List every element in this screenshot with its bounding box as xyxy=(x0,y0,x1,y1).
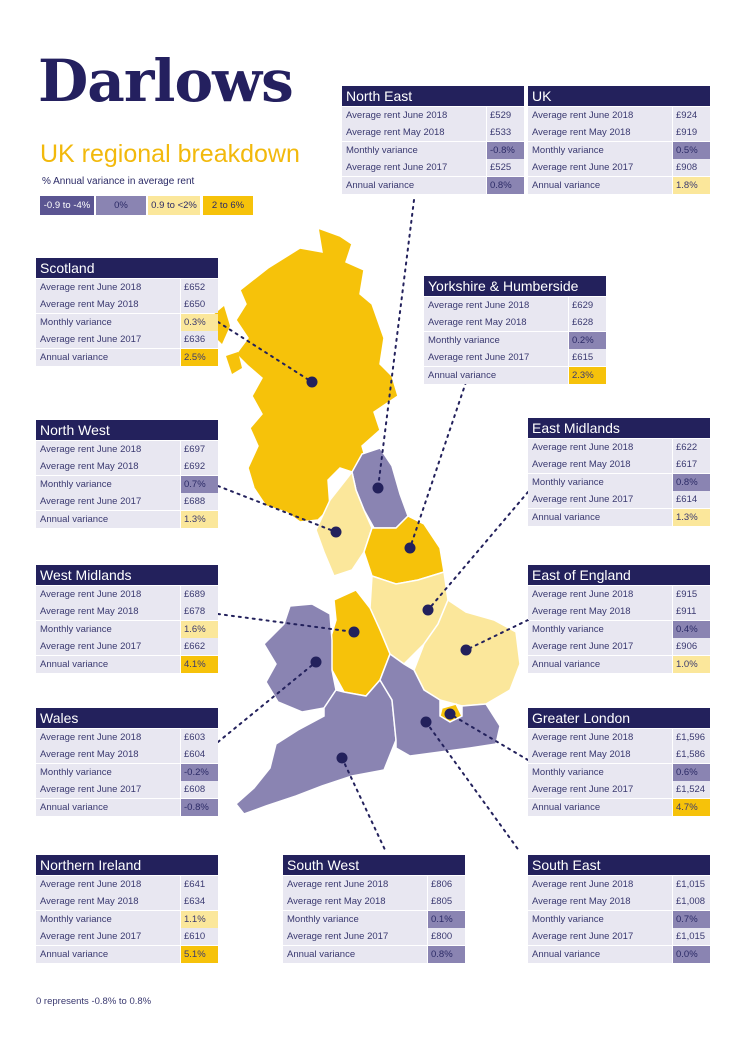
row-label: Annual variance xyxy=(528,799,672,816)
row-annual-variance xyxy=(36,511,218,528)
row-label: Average rent June 2018 xyxy=(36,279,180,296)
row-label: Annual variance xyxy=(528,509,672,526)
row-value: £622 xyxy=(673,439,710,456)
row-annual-variance xyxy=(528,177,710,194)
row-june-2018 xyxy=(36,441,218,458)
row-value: £614 xyxy=(673,491,710,508)
row-value: £617 xyxy=(673,456,710,473)
row-june-2018 xyxy=(36,876,218,893)
row-label: Monthly variance xyxy=(36,314,180,331)
row-june-2017 xyxy=(528,491,710,508)
row-value: 0.8% xyxy=(487,177,524,194)
row-label: Monthly variance xyxy=(528,142,672,159)
row-annual-variance xyxy=(36,656,218,673)
row-label: Average rent June 2017 xyxy=(528,928,672,945)
row-value: £1,596 xyxy=(673,729,710,746)
row-label: Average rent June 2017 xyxy=(36,928,180,945)
row-may-2018 xyxy=(528,746,710,763)
row-value: 0.3% xyxy=(181,314,218,331)
row-label: Average rent June 2018 xyxy=(342,107,486,124)
marker-east-midlands xyxy=(423,605,434,616)
row-label: Average rent May 2018 xyxy=(36,746,180,763)
row-value: 0.7% xyxy=(673,911,710,928)
panel-title: UK xyxy=(528,86,710,106)
row-june-2017 xyxy=(36,928,218,945)
row-june-2017 xyxy=(36,638,218,655)
marker-wales xyxy=(311,657,322,668)
row-value: 4.1% xyxy=(181,656,218,673)
panel-north-east xyxy=(342,86,524,194)
panel-title: South East xyxy=(528,855,710,875)
row-monthly-variance xyxy=(36,911,218,928)
panel-north-west xyxy=(36,420,218,528)
row-june-2017 xyxy=(528,159,710,176)
row-value: £650 xyxy=(181,296,218,313)
row-may-2018 xyxy=(528,456,710,473)
row-label: Annual variance xyxy=(528,946,672,963)
row-value: £1,586 xyxy=(673,746,710,763)
row-value: 1.1% xyxy=(181,911,218,928)
row-value: £924 xyxy=(673,107,710,124)
row-value: £636 xyxy=(181,331,218,348)
row-value: 1.6% xyxy=(181,621,218,638)
row-label: Average rent June 2017 xyxy=(424,349,568,366)
row-value: -0.2% xyxy=(181,764,218,781)
row-label: Average rent June 2017 xyxy=(528,159,672,176)
row-label: Average rent June 2018 xyxy=(528,876,672,893)
row-value: 1.8% xyxy=(673,177,710,194)
row-label: Monthly variance xyxy=(342,142,486,159)
marker-greater-london xyxy=(445,709,456,720)
row-annual-variance xyxy=(424,367,606,384)
row-label: Annual variance xyxy=(36,946,180,963)
row-may-2018 xyxy=(36,296,218,313)
panel-title: Northern Ireland xyxy=(36,855,218,875)
row-june-2017 xyxy=(528,928,710,945)
row-label: Average rent June 2017 xyxy=(36,493,180,510)
row-label: Average rent May 2018 xyxy=(36,893,180,910)
row-annual-variance xyxy=(528,946,710,963)
row-may-2018 xyxy=(36,458,218,475)
row-monthly-variance xyxy=(424,332,606,349)
row-value: £678 xyxy=(181,603,218,620)
row-value: £908 xyxy=(673,159,710,176)
row-value: £906 xyxy=(673,638,710,655)
row-may-2018 xyxy=(36,893,218,910)
row-label: Annual variance xyxy=(424,367,568,384)
row-june-2018 xyxy=(528,876,710,893)
row-june-2018 xyxy=(36,729,218,746)
row-value: £688 xyxy=(181,493,218,510)
panel-title: East of England xyxy=(528,565,710,585)
row-label: Average rent May 2018 xyxy=(424,314,568,331)
row-value: 2.5% xyxy=(181,349,218,366)
row-value: 4.7% xyxy=(673,799,710,816)
row-label: Average rent June 2017 xyxy=(36,331,180,348)
row-monthly-variance xyxy=(36,476,218,493)
row-monthly-variance xyxy=(528,764,710,781)
panel-yorkshire xyxy=(424,276,606,384)
panel-south-west xyxy=(283,855,465,963)
row-label: Average rent June 2017 xyxy=(528,781,672,798)
row-may-2018 xyxy=(528,893,710,910)
row-value: £689 xyxy=(181,586,218,603)
panel-title: South West xyxy=(283,855,465,875)
row-value: £529 xyxy=(487,107,524,124)
row-value: 0.4% xyxy=(673,621,710,638)
row-june-2017 xyxy=(283,928,465,945)
row-label: Monthly variance xyxy=(36,476,180,493)
panel-title: East Midlands xyxy=(528,418,710,438)
row-may-2018 xyxy=(528,124,710,141)
panel-south-east xyxy=(528,855,710,963)
row-annual-variance xyxy=(528,799,710,816)
row-monthly-variance xyxy=(528,142,710,159)
row-value: £634 xyxy=(181,893,218,910)
row-june-2018 xyxy=(36,586,218,603)
panel-west-midlands xyxy=(36,565,218,673)
row-value: £608 xyxy=(181,781,218,798)
map-region-wales xyxy=(264,604,336,712)
row-label: Monthly variance xyxy=(528,911,672,928)
row-label: Average rent June 2017 xyxy=(283,928,427,945)
marker-north-east xyxy=(373,483,384,494)
row-june-2018 xyxy=(528,107,710,124)
row-may-2018 xyxy=(342,124,524,141)
row-value: £604 xyxy=(181,746,218,763)
row-value: 5.1% xyxy=(181,946,218,963)
row-value: 0.8% xyxy=(673,474,710,491)
page-title: UK regional breakdown xyxy=(40,140,300,168)
row-label: Average rent June 2018 xyxy=(528,107,672,124)
row-label: Average rent June 2018 xyxy=(528,586,672,603)
legend-item-neg: -0.9 to -4% xyxy=(40,196,94,215)
marker-south-east xyxy=(421,717,432,728)
row-value: £1,008 xyxy=(673,893,710,910)
panel-title: North West xyxy=(36,420,218,440)
row-value: 0.0% xyxy=(673,946,710,963)
row-value: £662 xyxy=(181,638,218,655)
row-label: Average rent June 2017 xyxy=(36,638,180,655)
row-value: £806 xyxy=(428,876,465,893)
row-value: 1.0% xyxy=(673,656,710,673)
row-label: Average rent May 2018 xyxy=(342,124,486,141)
row-value: £533 xyxy=(487,124,524,141)
row-annual-variance xyxy=(528,509,710,526)
row-value: £628 xyxy=(569,314,606,331)
row-label: Average rent June 2018 xyxy=(283,876,427,893)
row-label: Average rent June 2018 xyxy=(424,297,568,314)
row-value: 0.6% xyxy=(673,764,710,781)
row-may-2018 xyxy=(283,893,465,910)
row-value: £629 xyxy=(569,297,606,314)
row-label: Monthly variance xyxy=(528,621,672,638)
row-june-2018 xyxy=(528,729,710,746)
row-value: 0.7% xyxy=(181,476,218,493)
row-label: Average rent May 2018 xyxy=(36,458,180,475)
row-annual-variance xyxy=(528,656,710,673)
row-annual-variance xyxy=(342,177,524,194)
row-value: £603 xyxy=(181,729,218,746)
row-june-2018 xyxy=(283,876,465,893)
marker-yorkshire xyxy=(405,543,416,554)
row-value: 1.3% xyxy=(181,511,218,528)
row-label: Annual variance xyxy=(36,799,180,816)
row-value: 1.3% xyxy=(673,509,710,526)
row-label: Annual variance xyxy=(528,177,672,194)
row-label: Monthly variance xyxy=(36,764,180,781)
row-label: Annual variance xyxy=(36,656,180,673)
row-label: Average rent May 2018 xyxy=(36,296,180,313)
panel-title: Greater London xyxy=(528,708,710,728)
legend-item-zero: 0% xyxy=(96,196,146,215)
marker-scotland xyxy=(307,377,318,388)
row-label: Annual variance xyxy=(528,656,672,673)
row-june-2018 xyxy=(528,439,710,456)
row-value: £615 xyxy=(569,349,606,366)
row-may-2018 xyxy=(424,314,606,331)
legend-title: % Annual variance in average rent xyxy=(42,176,195,187)
row-june-2017 xyxy=(342,159,524,176)
row-label: Average rent June 2017 xyxy=(342,159,486,176)
row-label: Average rent May 2018 xyxy=(528,124,672,141)
row-label: Average rent May 2018 xyxy=(528,456,672,473)
row-value: £1,015 xyxy=(673,928,710,945)
panel-greater-london xyxy=(528,708,710,816)
row-june-2018 xyxy=(424,297,606,314)
row-june-2018 xyxy=(342,107,524,124)
row-value: -0.8% xyxy=(181,799,218,816)
row-label: Average rent May 2018 xyxy=(528,746,672,763)
row-june-2018 xyxy=(528,586,710,603)
row-label: Average rent May 2018 xyxy=(528,893,672,910)
row-value: £697 xyxy=(181,441,218,458)
row-label: Annual variance xyxy=(342,177,486,194)
row-label: Average rent June 2018 xyxy=(36,441,180,458)
row-may-2018 xyxy=(36,603,218,620)
row-monthly-variance xyxy=(283,911,465,928)
row-value: £915 xyxy=(673,586,710,603)
row-label: Average rent June 2017 xyxy=(528,491,672,508)
row-value: 0.8% xyxy=(428,946,465,963)
panel-east-of-england xyxy=(528,565,710,673)
row-june-2017 xyxy=(36,781,218,798)
row-june-2017 xyxy=(36,331,218,348)
row-label: Average rent May 2018 xyxy=(36,603,180,620)
panel-title: North East xyxy=(342,86,524,106)
row-label: Monthly variance xyxy=(528,474,672,491)
footnote: 0 represents -0.8% to 0.8% xyxy=(36,996,152,1007)
row-value: £1,524 xyxy=(673,781,710,798)
panel-east-midlands xyxy=(528,418,710,526)
row-value: £800 xyxy=(428,928,465,945)
row-monthly-variance xyxy=(36,621,218,638)
row-label: Annual variance xyxy=(283,946,427,963)
panel-title: West Midlands xyxy=(36,565,218,585)
row-monthly-variance xyxy=(342,142,524,159)
panel-title: Wales xyxy=(36,708,218,728)
row-monthly-variance xyxy=(528,474,710,491)
row-label: Annual variance xyxy=(36,511,180,528)
row-annual-variance xyxy=(36,946,218,963)
row-value: £805 xyxy=(428,893,465,910)
marker-east-of-england xyxy=(461,645,472,656)
row-may-2018 xyxy=(36,746,218,763)
row-value: £652 xyxy=(181,279,218,296)
row-value: 0.1% xyxy=(428,911,465,928)
row-annual-variance xyxy=(283,946,465,963)
row-june-2017 xyxy=(528,781,710,798)
marker-north-west xyxy=(331,527,342,538)
panel-northern-ireland xyxy=(36,855,218,963)
row-label: Average rent May 2018 xyxy=(528,603,672,620)
legend-item-high: 2 to 6% xyxy=(203,196,253,215)
row-value: £1,015 xyxy=(673,876,710,893)
row-monthly-variance xyxy=(528,911,710,928)
row-label: Average rent June 2017 xyxy=(528,638,672,655)
row-label: Monthly variance xyxy=(36,911,180,928)
row-june-2017 xyxy=(36,493,218,510)
row-label: Monthly variance xyxy=(36,621,180,638)
row-label: Monthly variance xyxy=(283,911,427,928)
row-value: £610 xyxy=(181,928,218,945)
row-monthly-variance xyxy=(36,314,218,331)
legend-item-low: 0.9 to <2% xyxy=(148,196,200,215)
row-monthly-variance xyxy=(36,764,218,781)
row-monthly-variance xyxy=(528,621,710,638)
row-value: 0.5% xyxy=(673,142,710,159)
row-june-2018 xyxy=(36,279,218,296)
row-label: Average rent June 2018 xyxy=(528,439,672,456)
row-june-2017 xyxy=(528,638,710,655)
row-label: Monthly variance xyxy=(424,332,568,349)
row-value: £641 xyxy=(181,876,218,893)
panel-scotland xyxy=(36,258,218,366)
panel-wales xyxy=(36,708,218,816)
row-label: Average rent May 2018 xyxy=(283,893,427,910)
row-june-2017 xyxy=(424,349,606,366)
row-value: -0.8% xyxy=(487,142,524,159)
row-annual-variance xyxy=(36,799,218,816)
row-may-2018 xyxy=(528,603,710,620)
row-value: £692 xyxy=(181,458,218,475)
row-value: 2.3% xyxy=(569,367,606,384)
row-label: Average rent June 2018 xyxy=(36,876,180,893)
marker-south-west xyxy=(337,753,348,764)
panel-uk xyxy=(528,86,710,194)
brand-logo: Darlows xyxy=(38,47,293,115)
row-value: £919 xyxy=(673,124,710,141)
leader-line xyxy=(410,382,466,548)
row-label: Average rent June 2018 xyxy=(528,729,672,746)
panel-title: Yorkshire & Humberside xyxy=(424,276,606,296)
row-label: Average rent June 2018 xyxy=(36,586,180,603)
row-value: 0.2% xyxy=(569,332,606,349)
row-label: Monthly variance xyxy=(528,764,672,781)
row-value: £911 xyxy=(673,603,710,620)
row-annual-variance xyxy=(36,349,218,366)
row-label: Average rent June 2017 xyxy=(36,781,180,798)
row-value: £525 xyxy=(487,159,524,176)
marker-west-midlands xyxy=(349,627,360,638)
row-label: Average rent June 2018 xyxy=(36,729,180,746)
row-label: Annual variance xyxy=(36,349,180,366)
panel-title: Scotland xyxy=(36,258,218,278)
